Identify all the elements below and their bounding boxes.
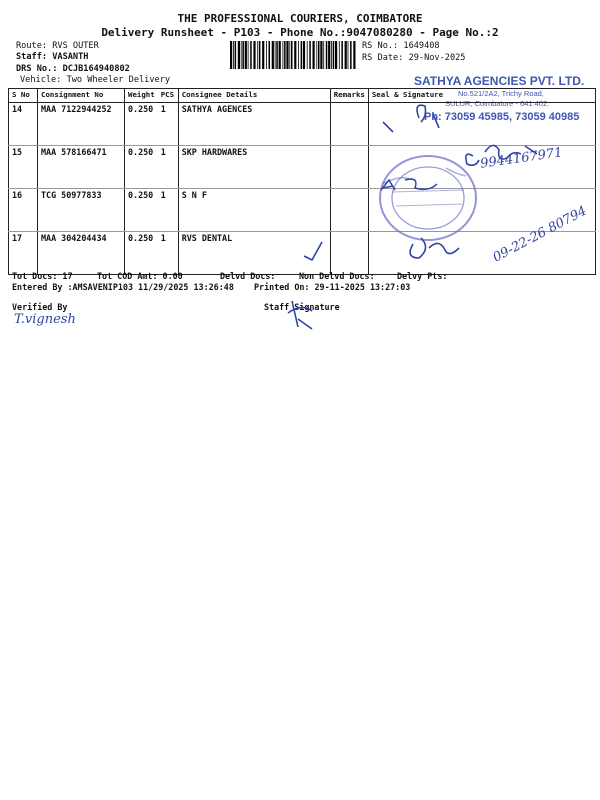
col-pcs: PCS bbox=[158, 89, 179, 103]
drs-value: DCJB164940802 bbox=[62, 64, 130, 74]
entered-by: Entered By :AMSAVENIP103 11/29/2025 13:26:48 bbox=[12, 282, 234, 292]
delivered-docs: Delvd Docs: bbox=[220, 271, 276, 281]
col-consignment: Consignment No bbox=[38, 89, 125, 103]
rs-date: RS Date: 29-Nov-2025 bbox=[362, 53, 466, 63]
staff-signature-label: Staff Signature bbox=[264, 302, 340, 312]
cell-consignee: S N F bbox=[178, 189, 330, 232]
cell-consignment: MAA 7122944252 bbox=[38, 103, 125, 146]
cell-consignment: MAA 578166471 bbox=[38, 146, 125, 189]
vehicle-label: Vehicle: Two Wheeler Delivery bbox=[20, 75, 171, 85]
cell-consignment: MAA 304204434 bbox=[38, 232, 125, 275]
handwritten-phone-note: 9944167971 bbox=[479, 145, 564, 172]
handwritten-signatures-icon bbox=[375, 98, 600, 278]
cell-pcs: 1 bbox=[158, 189, 179, 232]
cell-sno: 15 bbox=[9, 146, 38, 189]
cell-weight: 0.250 bbox=[125, 103, 158, 146]
tick-mark-icon bbox=[300, 238, 330, 262]
staff-label: Staff: VASANTH bbox=[16, 52, 89, 62]
delivery-points: Delvy Pts: bbox=[397, 271, 448, 281]
drs-label: DRS No.: bbox=[16, 64, 58, 74]
col-weight: Weight bbox=[125, 89, 158, 103]
cell-pcs: 1 bbox=[158, 146, 179, 189]
col-sno: S No bbox=[9, 89, 38, 103]
cell-consignee: SKP HARDWARES bbox=[178, 146, 330, 189]
stamp-company: SATHYA AGENCIES PVT. LTD. bbox=[414, 74, 585, 88]
total-docs: Tot Docs: 17 bbox=[12, 271, 73, 281]
barcode-icon bbox=[230, 41, 358, 69]
staff-signature-mark-icon bbox=[284, 297, 318, 333]
col-remarks: Remarks bbox=[330, 89, 368, 103]
cell-pcs: 1 bbox=[158, 103, 179, 146]
drs-number bbox=[16, 64, 130, 75]
stamp-address-2: SULUR, Coimbatore - 641 402. bbox=[445, 99, 550, 108]
col-consignee: Consignee Details bbox=[178, 89, 330, 103]
cell-weight: 0.250 bbox=[125, 232, 158, 275]
cell-consignee: SATHYA AGENCES bbox=[178, 103, 330, 146]
cell-sno: 14 bbox=[9, 103, 38, 146]
cell-weight: 0.250 bbox=[125, 146, 158, 189]
non-delivered-docs: Non Delvd Docs: bbox=[299, 271, 375, 281]
page-subtitle: Delivery Runsheet - P103 - Phone No.:9047080280 - Page No.:2 bbox=[101, 26, 499, 39]
cell-remarks bbox=[330, 189, 368, 232]
cell-remarks bbox=[330, 232, 368, 275]
route-label: Route: RVS OUTER bbox=[16, 41, 99, 51]
total-cod-amount: Tot COD Amt: 0.00 bbox=[97, 271, 183, 281]
cell-remarks bbox=[330, 103, 368, 146]
cell-consignee: RVS DENTAL bbox=[178, 232, 330, 275]
cell-consignment: TCG 50977833 bbox=[38, 189, 125, 232]
page-title: THE PROFESSIONAL COURIERS, COIMBATORE bbox=[177, 12, 423, 25]
verified-by-label: Verified By bbox=[12, 302, 68, 312]
cell-sno: 16 bbox=[9, 189, 38, 232]
stamp-address-1: No.521/2A2, Trichy Road, bbox=[458, 89, 544, 98]
handwritten-code-note: 09-22-26 80794 bbox=[490, 203, 590, 266]
col-seal-signature: Seal & Signature bbox=[368, 89, 595, 103]
verifier-signature: T.vignesh bbox=[14, 312, 76, 327]
cell-pcs: 1 bbox=[158, 232, 179, 275]
cell-weight: 0.250 bbox=[125, 189, 158, 232]
rs-number: RS No.: 1649408 bbox=[362, 41, 440, 51]
printed-on: Printed On: 29-11-2025 13:27:03 bbox=[254, 282, 411, 292]
cell-sno: 17 bbox=[9, 232, 38, 275]
stamp-phone: Ph: 73059 45985, 73059 40985 bbox=[424, 111, 580, 123]
cell-remarks bbox=[330, 146, 368, 189]
